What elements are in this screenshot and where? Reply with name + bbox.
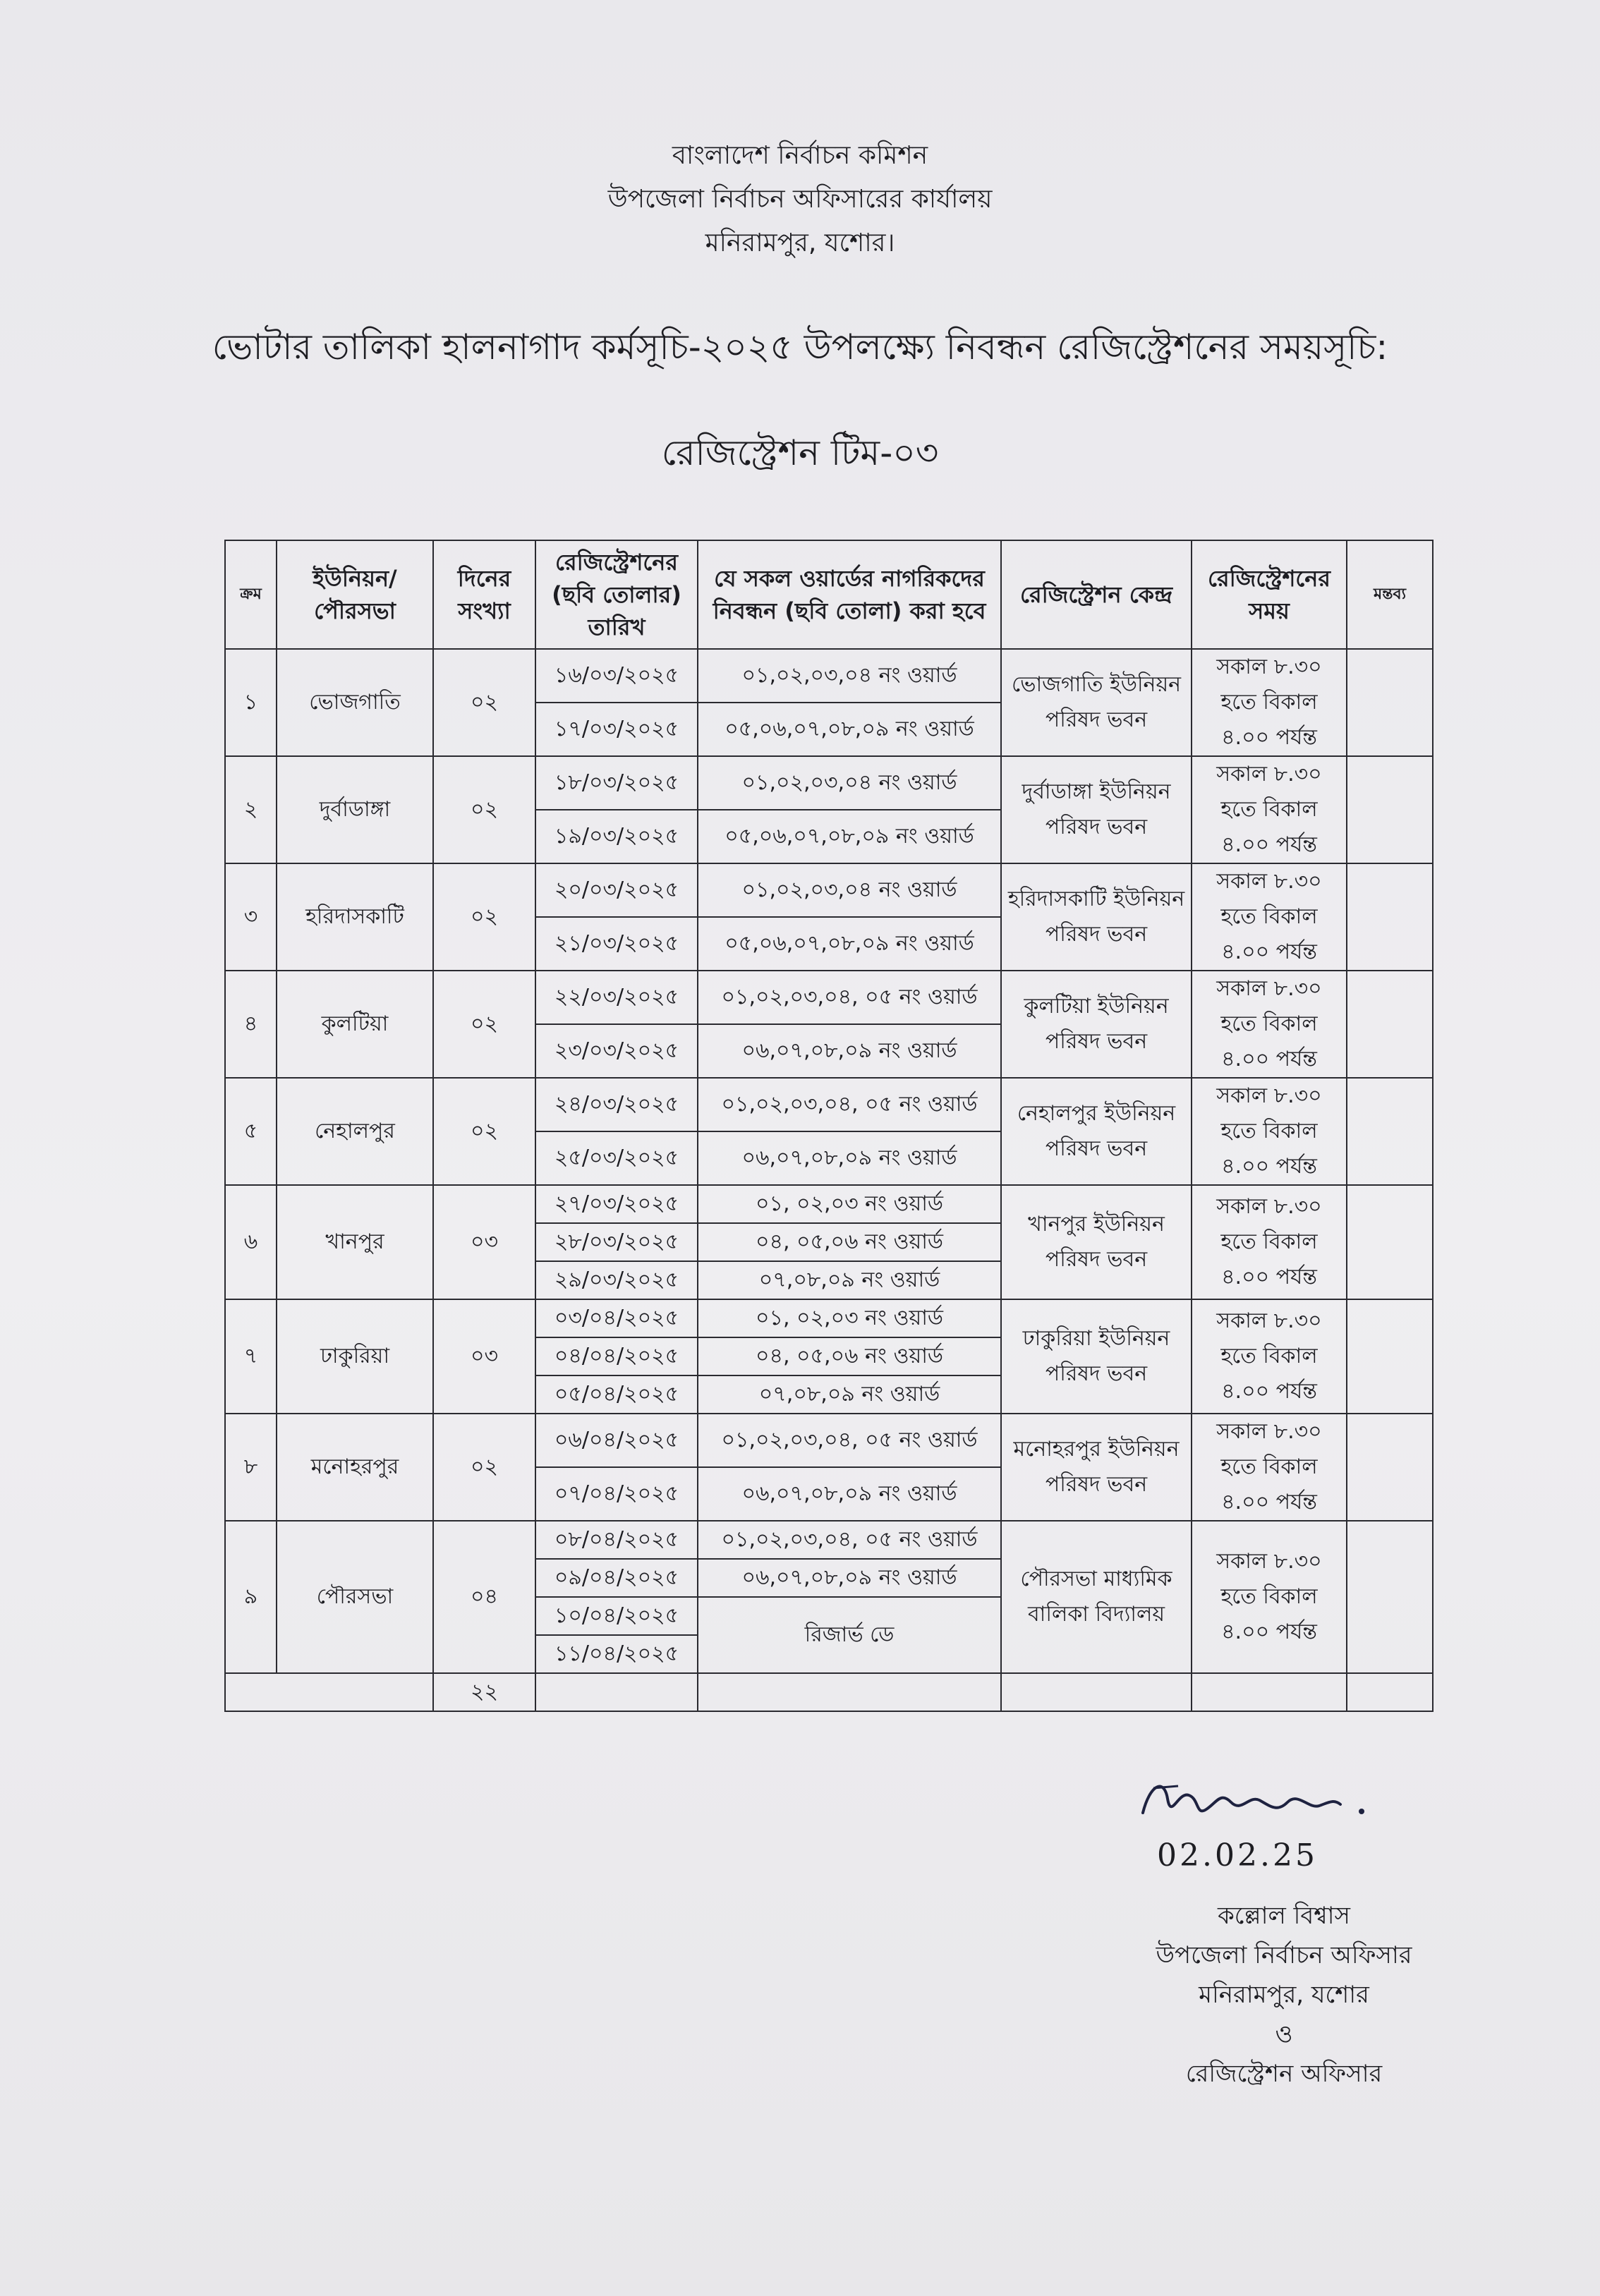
officer-conjunction: ও bbox=[1275, 2020, 1293, 2048]
union-cell: হরিদাসকাটি bbox=[277, 863, 433, 971]
wards-cell: ০৪, ০৫,০৬ নং ওয়ার্ড bbox=[698, 1223, 1001, 1261]
total-empty-cell bbox=[1347, 1673, 1433, 1711]
days-cell: ০৪ bbox=[433, 1521, 535, 1673]
officer-location: মনিরামপুর, যশোর bbox=[1199, 1981, 1369, 2009]
time-cell: সকাল ৮.৩০ হতে বিকাল ৪.০০ পর্যন্ত bbox=[1192, 1078, 1347, 1185]
days-cell: ০২ bbox=[433, 1414, 535, 1521]
days-cell: ০২ bbox=[433, 863, 535, 971]
officer-designation-2: রেজিস্ট্রেশন অফিসার bbox=[1185, 2060, 1383, 2088]
wards-cell: রিজার্ভ ডে bbox=[698, 1597, 1001, 1673]
col-header-center: রেজিস্ট্রেশন কেন্দ্র bbox=[1001, 540, 1192, 649]
remarks-cell bbox=[1347, 971, 1433, 1078]
serial-cell: ৯ bbox=[225, 1521, 277, 1673]
wards-cell: ০৫,০৬,০৭,০৮,০৯ নং ওয়ার্ড bbox=[698, 917, 1001, 971]
remarks-cell bbox=[1347, 1078, 1433, 1185]
table-row bbox=[225, 1299, 1433, 1337]
total-empty-cell bbox=[535, 1673, 698, 1711]
date-cell: ১৬/০৩/২০২৫ bbox=[535, 649, 698, 703]
wards-cell: ০১,০২,০৩,০৪ নং ওয়ার্ড bbox=[698, 756, 1001, 810]
col-header-time: রেজিস্ট্রেশনের সময় bbox=[1192, 540, 1347, 649]
office-header bbox=[0, 134, 1600, 265]
date-cell: ২৯/০৩/২০২৫ bbox=[535, 1261, 698, 1299]
table-row bbox=[225, 1185, 1433, 1223]
days-cell: ০২ bbox=[433, 756, 535, 863]
col-header-wards: যে সকল ওয়ার্ডের নাগরিকদের নিবন্ধন (ছবি তোলা) করা হবে bbox=[698, 540, 1001, 649]
date-cell: ২২/০৩/২০২৫ bbox=[535, 971, 698, 1024]
time-cell: সকাল ৮.৩০ হতে বিকাল ৪.০০ পর্যন্ত bbox=[1192, 863, 1347, 971]
wards-cell: ০৪, ০৫,০৬ নং ওয়ার্ড bbox=[698, 1337, 1001, 1375]
center-cell: পৌরসভা মাধ্যমিক বালিকা বিদ্যালয় bbox=[1001, 1521, 1192, 1673]
wards-cell: ০১,০২,০৩,০৪, ০৫ নং ওয়ার্ড bbox=[698, 971, 1001, 1024]
serial-cell: ৬ bbox=[225, 1185, 277, 1299]
wards-cell: ০৫,০৬,০৭,০৮,০৯ নং ওয়ার্ড bbox=[698, 703, 1001, 756]
table-row bbox=[225, 1078, 1433, 1131]
center-cell: দুর্বাডাঙ্গা ইউনিয়ন পরিষদ ভবন bbox=[1001, 756, 1192, 863]
table-row bbox=[225, 649, 1433, 703]
date-cell: ২০/০৩/২০২৫ bbox=[535, 863, 698, 917]
union-cell: খানপুর bbox=[277, 1185, 433, 1299]
date-cell: ২৪/০৩/২০২৫ bbox=[535, 1078, 698, 1131]
remarks-cell bbox=[1347, 756, 1433, 863]
date-cell: ২১/০৩/২০২৫ bbox=[535, 917, 698, 971]
center-cell: ঢাকুরিয়া ইউনিয়ন পরিষদ ভবন bbox=[1001, 1299, 1192, 1414]
remarks-cell bbox=[1347, 1414, 1433, 1521]
table-body bbox=[225, 649, 1433, 1711]
wards-cell: ০১,০২,০৩,০৪, ০৫ নং ওয়ার্ড bbox=[698, 1414, 1001, 1467]
total-days-cell: ২২ bbox=[433, 1673, 535, 1711]
date-cell: ২৭/০৩/২০২৫ bbox=[535, 1185, 698, 1223]
wards-cell: ০৫,০৬,০৭,০৮,০৯ নং ওয়ার্ড bbox=[698, 810, 1001, 863]
remarks-cell bbox=[1347, 1299, 1433, 1414]
table-row bbox=[225, 756, 1433, 810]
time-cell: সকাল ৮.৩০ হতে বিকাল ৪.০০ পর্যন্ত bbox=[1192, 1185, 1347, 1299]
wards-cell: ০৬,০৭,০৮,০৯ নং ওয়ার্ড bbox=[698, 1559, 1001, 1597]
serial-cell: ৮ bbox=[225, 1414, 277, 1521]
office-location: মনিরামপুর, যশোর। bbox=[705, 229, 895, 257]
days-cell: ০৩ bbox=[433, 1299, 535, 1414]
union-cell: কুলটিয়া bbox=[277, 971, 433, 1078]
handwritten-signature bbox=[1136, 1770, 1369, 1834]
wards-cell: ০৬,০৭,০৮,০৯ নং ওয়ার্ড bbox=[698, 1131, 1001, 1185]
wards-cell: ০৬,০৭,০৮,০৯ নং ওয়ার্ড bbox=[698, 1024, 1001, 1078]
date-cell: ০৯/০৪/২০২৫ bbox=[535, 1559, 698, 1597]
remarks-cell bbox=[1347, 863, 1433, 971]
remarks-cell bbox=[1347, 1185, 1433, 1299]
commission-name: বাংলাদেশ নির্বাচন কমিশন bbox=[672, 141, 928, 170]
time-cell: সকাল ৮.৩০ হতে বিকাল ৪.০০ পর্যন্ত bbox=[1192, 1521, 1347, 1673]
serial-cell: ৩ bbox=[225, 863, 277, 971]
table-row bbox=[225, 1414, 1433, 1467]
serial-cell: ৫ bbox=[225, 1078, 277, 1185]
col-header-days: দিনের সংখ্যা bbox=[433, 540, 535, 649]
union-cell: পৌরসভা bbox=[277, 1521, 433, 1673]
officer-name: কল্লোল বিশ্বাস bbox=[1217, 1902, 1350, 1930]
date-cell: ২৮/০৩/২০২৫ bbox=[535, 1223, 698, 1261]
date-cell: ১৭/০৩/২০২৫ bbox=[535, 703, 698, 756]
col-header-serial: ক্রম bbox=[225, 540, 277, 649]
date-cell: ২৫/০৩/২০২৫ bbox=[535, 1131, 698, 1185]
union-cell: দুর্বাডাঙ্গা bbox=[277, 756, 433, 863]
date-cell: ০৭/০৪/২০২৫ bbox=[535, 1467, 698, 1521]
signature-date: 02.02.25 bbox=[1157, 1838, 1318, 1873]
date-cell: ০৬/০৪/২০২৫ bbox=[535, 1414, 698, 1467]
date-cell: ১৯/০৩/২০২৫ bbox=[535, 810, 698, 863]
union-cell: ভোজগাতি bbox=[277, 649, 433, 756]
officer-designation: উপজেলা নির্বাচন অফিসার bbox=[1156, 1941, 1412, 1969]
table-row bbox=[225, 1521, 1433, 1559]
center-cell: মনোহরপুর ইউনিয়ন পরিষদ ভবন bbox=[1001, 1414, 1192, 1521]
time-cell: সকাল ৮.৩০ হতে বিকাল ৪.০০ পর্যন্ত bbox=[1192, 1299, 1347, 1414]
wards-cell: ০১,০২,০৩,০৪ নং ওয়ার্ড bbox=[698, 863, 1001, 917]
total-blank-cell bbox=[225, 1673, 433, 1711]
union-cell: নেহালপুর bbox=[277, 1078, 433, 1185]
date-cell: ০৩/০৪/২০২৫ bbox=[535, 1299, 698, 1337]
center-cell: নেহালপুর ইউনিয়ন পরিষদ ভবন bbox=[1001, 1078, 1192, 1185]
center-cell: কুলটিয়া ইউনিয়ন পরিষদ ভবন bbox=[1001, 971, 1192, 1078]
days-cell: ০২ bbox=[433, 1078, 535, 1185]
center-cell: হরিদাসকাটি ইউনিয়ন পরিষদ ভবন bbox=[1001, 863, 1192, 971]
remarks-cell bbox=[1347, 649, 1433, 756]
time-cell: সকাল ৮.৩০ হতে বিকাল ৪.০০ পর্যন্ত bbox=[1192, 649, 1347, 756]
remarks-cell bbox=[1347, 1521, 1433, 1673]
union-cell: ঢাকুরিয়া bbox=[277, 1299, 433, 1414]
days-cell: ০২ bbox=[433, 649, 535, 756]
date-cell: ০৫/০৪/২০২৫ bbox=[535, 1375, 698, 1414]
wards-cell: ০৭,০৮,০৯ নং ওয়ার্ড bbox=[698, 1375, 1001, 1414]
center-cell: খানপুর ইউনিয়ন পরিষদ ভবন bbox=[1001, 1185, 1192, 1299]
wards-cell: ০৬,০৭,০৮,০৯ নং ওয়ার্ড bbox=[698, 1467, 1001, 1521]
total-row bbox=[225, 1673, 1433, 1711]
date-cell: ১০/০৪/২০২৫ bbox=[535, 1597, 698, 1635]
wards-cell: ০১,০২,০৩,০৪ নং ওয়ার্ড bbox=[698, 649, 1001, 703]
wards-cell: ০১, ০২,০৩ নং ওয়ার্ড bbox=[698, 1185, 1001, 1223]
serial-cell: ৭ bbox=[225, 1299, 277, 1414]
table-row bbox=[225, 971, 1433, 1024]
time-cell: সকাল ৮.৩০ হতে বিকাল ৪.০০ পর্যন্ত bbox=[1192, 756, 1347, 863]
serial-cell: ৪ bbox=[225, 971, 277, 1078]
days-cell: ০৩ bbox=[433, 1185, 535, 1299]
date-cell: ০৪/০৪/২০২৫ bbox=[535, 1337, 698, 1375]
union-cell: মনোহরপুর bbox=[277, 1414, 433, 1521]
date-cell: ০৮/০৪/২০২৫ bbox=[535, 1521, 698, 1559]
center-cell: ভোজগাতি ইউনিয়ন পরিষদ ভবন bbox=[1001, 649, 1192, 756]
schedule-title: ভোটার তালিকা হালনাগাদ কর্মসূচি-২০২৫ উপলক্ষ্যে নিবন্ধন রেজিস্ট্রেশনের সময়সূচি: bbox=[212, 327, 1388, 368]
col-header-date: রেজিস্ট্রেশনের (ছবি তোলার) তারিখ bbox=[535, 540, 698, 649]
date-cell: ১১/০৪/২০২৫ bbox=[535, 1635, 698, 1673]
office-name: উপজেলা নির্বাচন অফিসারের কার্যালয় bbox=[607, 185, 993, 214]
col-header-union: ইউনিয়ন/ পৌরসভা bbox=[277, 540, 433, 649]
table-header-row bbox=[225, 540, 1433, 649]
days-cell: ০২ bbox=[433, 971, 535, 1078]
date-cell: ২৩/০৩/২০২৫ bbox=[535, 1024, 698, 1078]
wards-cell: ০১,০২,০৩,০৪, ০৫ নং ওয়ার্ড bbox=[698, 1521, 1001, 1559]
time-cell: সকাল ৮.৩০ হতে বিকাল ৪.০০ পর্যন্ত bbox=[1192, 971, 1347, 1078]
wards-cell: ০১,০২,০৩,০৪, ০৫ নং ওয়ার্ড bbox=[698, 1078, 1001, 1131]
table-row bbox=[225, 863, 1433, 917]
time-cell: সকাল ৮.৩০ হতে বিকাল ৪.০০ পর্যন্ত bbox=[1192, 1414, 1347, 1521]
col-header-remarks: মন্তব্য bbox=[1347, 540, 1433, 649]
serial-cell: ১ bbox=[225, 649, 277, 756]
total-empty-cell bbox=[1001, 1673, 1192, 1711]
wards-cell: ০১, ০২,০৩ নং ওয়ার্ড bbox=[698, 1299, 1001, 1337]
serial-cell: ২ bbox=[225, 756, 277, 863]
total-empty-cell bbox=[698, 1673, 1001, 1711]
team-title: রেজিস্ট্রেশন টিম-০৩ bbox=[661, 432, 939, 473]
total-empty-cell bbox=[1192, 1673, 1347, 1711]
schedule-table bbox=[224, 540, 1434, 1712]
wards-cell: ০৭,০৮,০৯ নং ওয়ার্ড bbox=[698, 1261, 1001, 1299]
officer-block bbox=[1065, 1896, 1503, 2094]
date-cell: ১৮/০৩/২০২৫ bbox=[535, 756, 698, 810]
